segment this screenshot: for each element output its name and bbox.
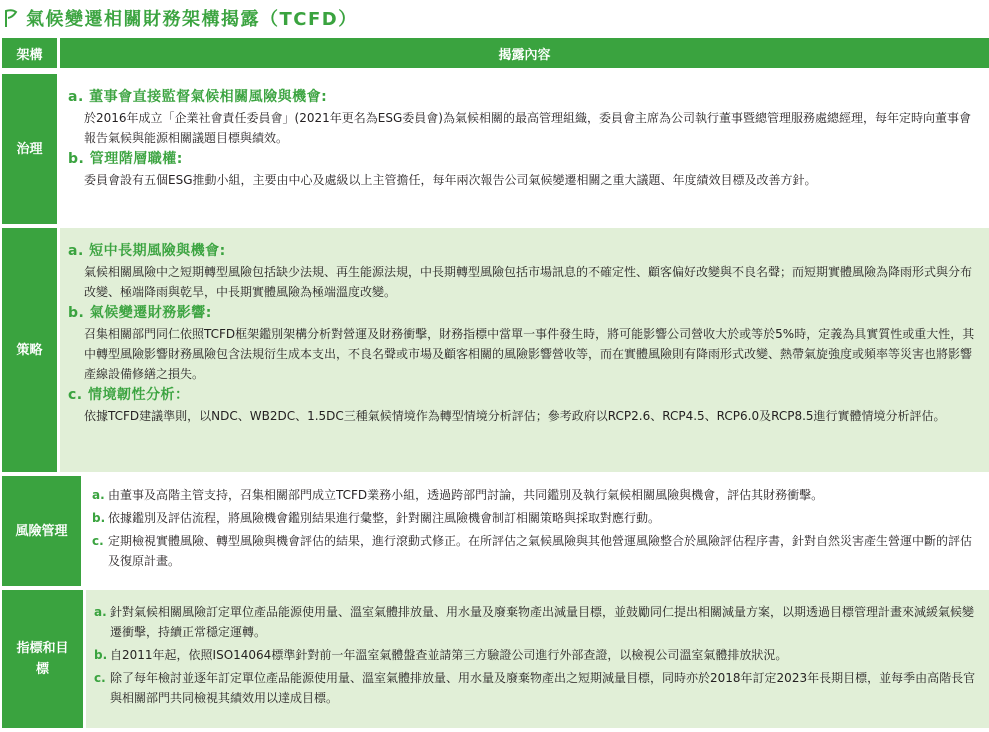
row-strategy (2, 228, 989, 472)
risk-item-a (92, 485, 979, 505)
content-metrics-targets (86, 590, 989, 728)
governance-a-text: 於2016年成立「企業社會責任委員會」(2021年更名為ESG委員會)為氣候相關的最高管理組織，委員會主席為公司執行董事暨總管理服務處總經理，每年定時向董事會報告氣候與能源相關議題目標與績效。 (84, 111, 971, 145)
metrics-a-text: 針對氣候相關風險訂定單位產品能源使用量、溫室氣體排放量、用水量及廢棄物產出減量目標，並鼓勵同仁提出相關減量方案，以期透過目標管理計畫來減緩氣候變遷衝擊，持續正常穩定運轉。 (110, 605, 975, 639)
header-disclosure: 揭露內容 (60, 38, 989, 68)
risk-item-b (92, 508, 979, 528)
risk-b-text: 依據鑑別及評估流程，將風險機會鑑別結果進行彙整，針對關注風險機會制訂相關策略與採取對應行動。 (108, 511, 661, 525)
risk-a-text: 由董事及高階主管支持，召集相關部門成立TCFD業務小組，透過跨部門討論，共同鑑別及執行氣候相關風險與機會，評估其財務衝擊。 (108, 488, 824, 502)
governance-b-text: 委員會設有五個ESG推動小組，主要由中心及處級以上主管擔任，每年兩次報告公司氣候變遷相關之重大議題、年度績效目標及改善方針。 (84, 173, 817, 187)
metrics-c-text: 除了每年檢討並逐年訂定單位產品能源使用量、溫室氣體排放量、用水量及廢棄物產出之短期減量目標，同時亦於2018年訂定2023年長期目標，並每季由高階長官與相關部門共同檢視其績效用以達成目標。 (110, 671, 976, 705)
strategy-a-title: a. 短中長期風險與機會: (68, 243, 226, 259)
strategy-c-title: c. 情境韌性分析： (68, 387, 190, 403)
strategy-b-title: b. 氣候變遷財務影響: (68, 305, 212, 321)
risk-c-marker: c. (92, 534, 104, 548)
label-governance: 治理 (2, 74, 57, 224)
content-risk-management (84, 476, 989, 586)
label-risk-management: 風險管理 (2, 476, 81, 586)
label-strategy: 策略 (2, 228, 57, 472)
content-governance (60, 74, 989, 224)
risk-item-c (92, 531, 979, 571)
leaf-icon (4, 8, 18, 28)
strategy-b-text: 召集相關部門同仁依照TCFD框架鑑別架構分析對營運及財務衝擊，財務指標中當單一事件發生時，將可能影響公司營收大於或等於5%時，定義為具實質性或重大性，其中轉型風險影響財務風險包含法規衍生成本支出，不良名聲或市場及顧客相關的風險影響營收等，而在實體風險則有降雨形式改變、熱帶氣旋強度或頻率等災害也將影響產線設備修繕之損失。 (84, 327, 975, 381)
metrics-item-c (94, 668, 979, 708)
metrics-item-b (94, 645, 979, 665)
risk-a-marker: a. (92, 488, 105, 502)
strategy-a-text: 氣候相關風險中之短期轉型風險包括缺少法規、再生能源法規，中長期轉型風險包括市場訊息的不確定性、顧客偏好改變與不良名聲；而短期實體風險為降雨形式與分布改變、極端降雨與乾旱，中長期實體風險為極端溫度改變。 (84, 265, 973, 299)
risk-c-text: 定期檢視實體風險、轉型風險與機會評估的結果，進行滾動式修正。在所評估之氣候風險與其他營運風險整合於風險評估程序書，針對自然災害產生營運中斷的評估及復原計畫。 (108, 534, 973, 568)
row-metrics-targets (2, 590, 989, 728)
title-text: 氣候變遷相關財務架構揭露（TCFD） (26, 9, 358, 30)
page-title (4, 5, 358, 31)
header-framework: 架構 (2, 38, 57, 68)
metrics-b-text: 自2011年起，依照ISO14064標準針對前一年溫室氣體盤查並請第三方驗證公司進行外部查證，以檢視公司溫室氣體排放狀況。 (110, 648, 788, 662)
content-strategy (60, 228, 989, 472)
row-governance (2, 74, 989, 224)
governance-a-title: a. 董事會直接監督氣候相關風險與機會: (68, 89, 328, 105)
governance-b-title: b. 管理階層職權: (68, 151, 183, 167)
risk-b-marker: b. (92, 511, 106, 525)
table-header (2, 38, 989, 68)
metrics-a-marker: a. (94, 605, 107, 619)
metrics-item-a (94, 602, 979, 642)
strategy-c-text: 依據TCFD建議準則，以NDC、WB2DC、1.5DC三種氣候情境作為轉型情境分析評估；參考政府以RCP2.6、RCP4.5、RCP6.0及RCP8.5進行實體情境分析評估。 (84, 409, 946, 423)
metrics-b-marker: b. (94, 648, 108, 662)
row-risk-management (2, 476, 989, 586)
metrics-c-marker: c. (94, 671, 106, 685)
label-metrics-targets: 指標和目標 (2, 590, 83, 728)
